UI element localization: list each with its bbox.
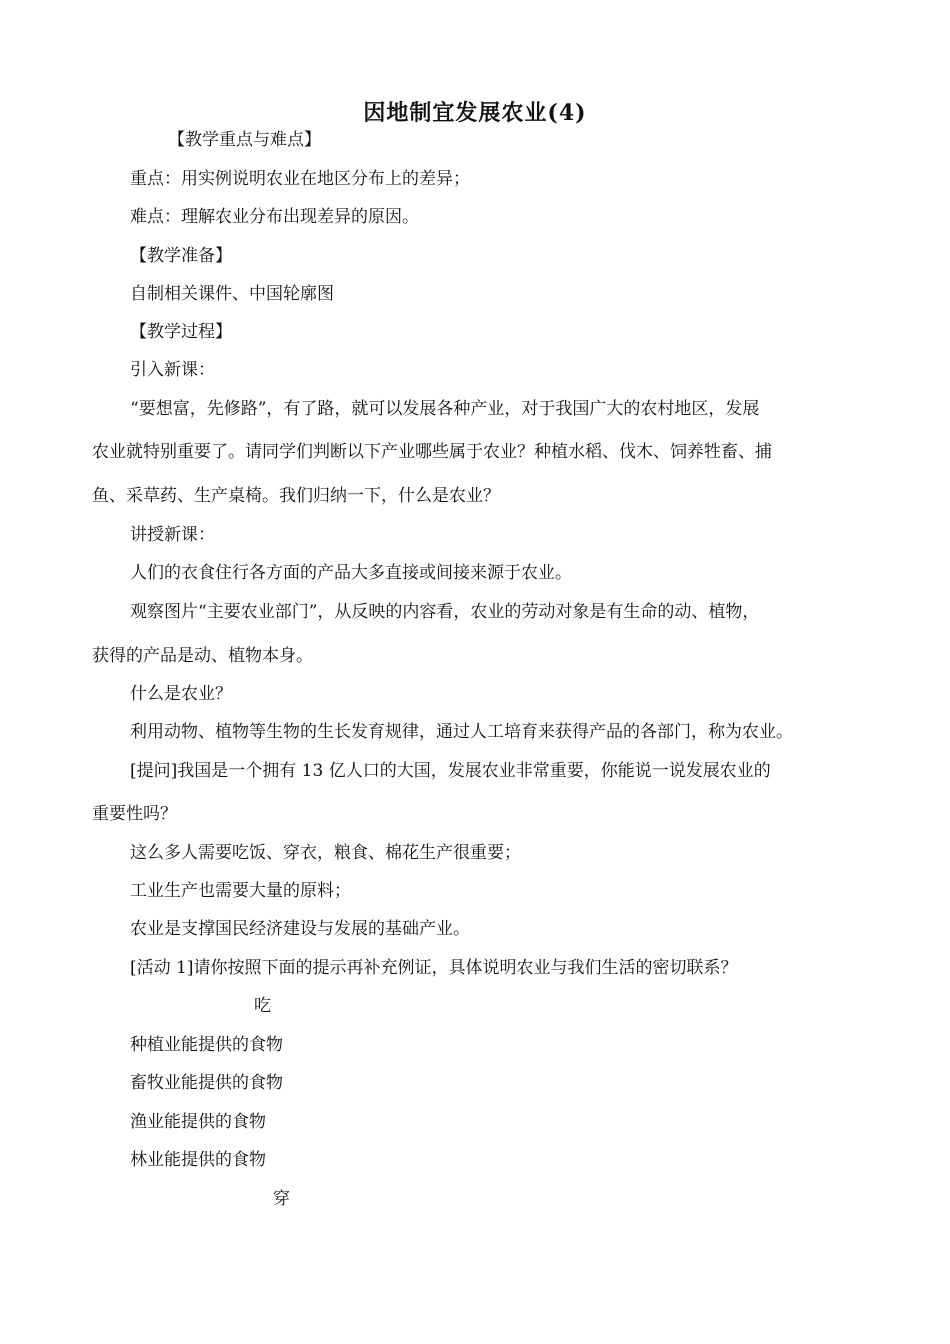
question-line: 重要性吗？ (92, 804, 177, 824)
document-title: 因地制宜发展农业(4) (363, 100, 587, 126)
lecture-paragraph-line: 获得的产品是动、植物本身。 (92, 646, 313, 666)
answer-line: 农业是支撑国民经济建设与发展的基础产业。 (130, 919, 470, 939)
lecture-paragraph: 人们的衣食住行各方面的产品大多直接或间接来源于农业。 (130, 563, 572, 583)
key-points-heading: 【教学重点与难点】 (168, 130, 321, 150)
question-line: [提问]我国是一个拥有 13 亿人口的大国，发展农业非常重要，你能说一说发展农业的 (130, 761, 771, 781)
intro-paragraph-line: 农业就特别重要了。请同学们判断以下产业哪些属于农业？种植水稻、伐木、饲养牲畜、捕 (92, 442, 772, 462)
lecture-paragraph-line: 观察图片“主要农业部门”，从反映的内容看，农业的劳动对象是有生命的动、植物， (130, 602, 760, 622)
list-item: 畜牧业能提供的食物 (130, 1073, 283, 1093)
intro-paragraph-line: 鱼、采草药、生产桌椅。我们归纳一下，什么是农业？ (92, 486, 500, 506)
preparation-text: 自制相关课件、中国轮廓图 (130, 284, 334, 304)
activity-prompt: [活动 1]请你按照下面的提示再补充例证，具体说明农业与我们生活的密切联系？ (130, 958, 738, 978)
answer-line: 这么多人需要吃饭、穿衣，粮食、棉花生产很重要； (130, 843, 521, 863)
intro-paragraph-line: “要想富，先修路”，有了路，就可以发展各种产业，对于我国广大的农村地区，发展 (130, 399, 760, 419)
answer-line: 工业生产也需要大量的原料； (130, 881, 351, 901)
preparation-heading: 【教学准备】 (130, 246, 232, 266)
list-item: 林业能提供的食物 (130, 1150, 266, 1170)
wear-label: 穿 (273, 1189, 290, 1209)
agriculture-definition: 利用动物、植物等生物的生长发育规律，通过人工培育来获得产品的各部门，称为农业。 (130, 722, 793, 742)
lecture-label: 讲授新课： (130, 525, 215, 545)
process-heading: 【教学过程】 (130, 322, 232, 342)
difficulty-text: 难点：理解农业分布出现差异的原因。 (130, 207, 419, 227)
eat-label: 吃 (254, 996, 271, 1016)
key-point-text: 重点：用实例说明农业在地区分布上的差异； (130, 169, 470, 189)
list-item: 种植业能提供的食物 (130, 1035, 283, 1055)
list-item: 渔业能提供的食物 (130, 1112, 266, 1132)
question-what-is-agriculture: 什么是农业？ (130, 684, 232, 704)
intro-label: 引入新课： (130, 360, 215, 380)
